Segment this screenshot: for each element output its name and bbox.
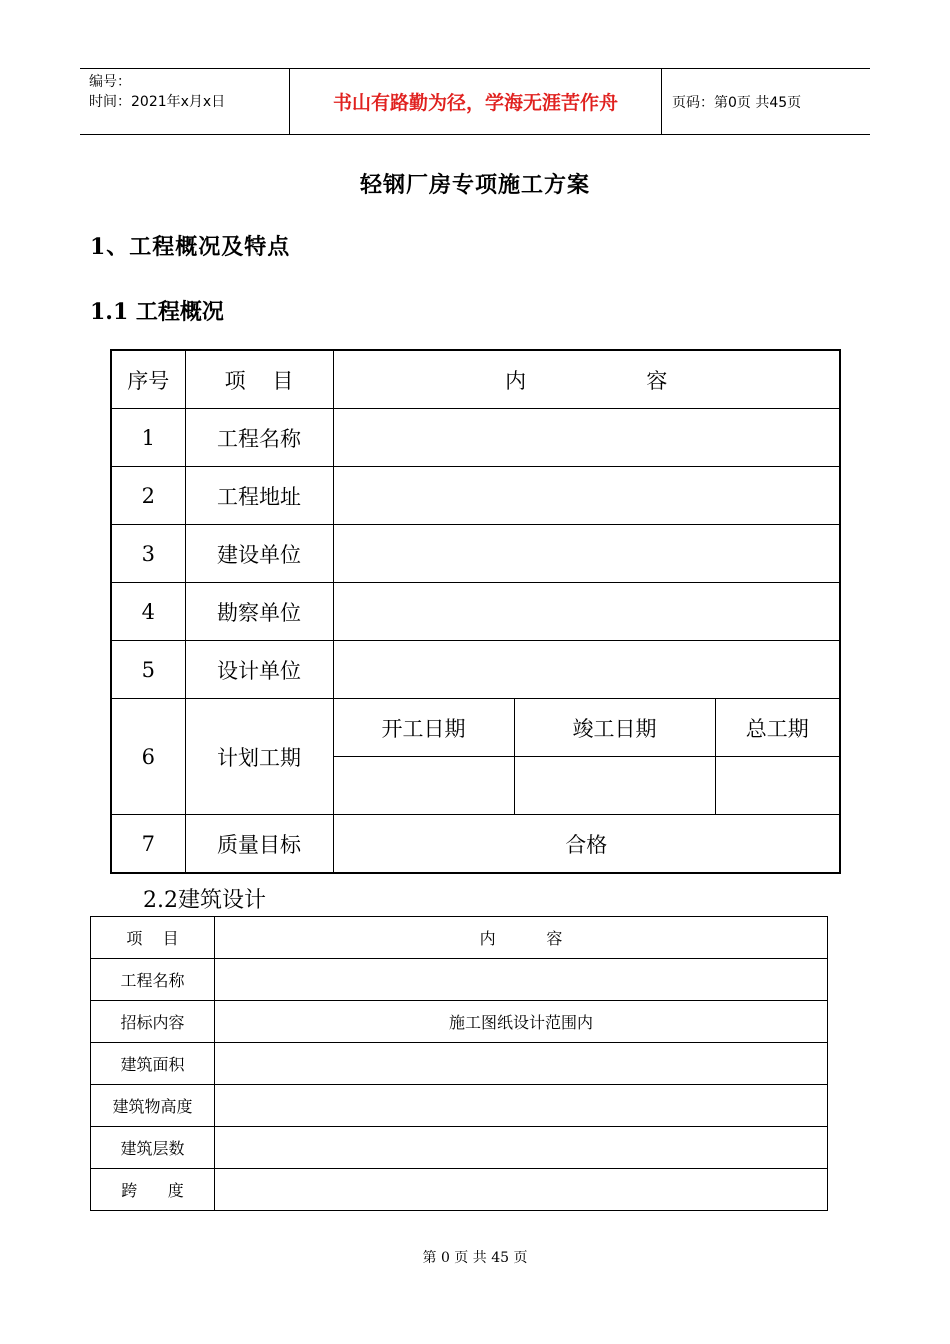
row-item: 建筑物高度 — [91, 1085, 215, 1127]
header-motto: 书山有路勤为径，学海无涯苦作舟 — [290, 69, 662, 135]
row-item: 跨 度 — [91, 1169, 215, 1211]
row-item: 计划工期 — [185, 699, 333, 815]
table-row — [111, 409, 840, 467]
row-content — [215, 1043, 828, 1085]
row-item: 质量目标 — [185, 815, 333, 874]
row-number: 4 — [111, 583, 185, 641]
row-content: 施工图纸设计范围内 — [215, 1001, 828, 1043]
project-overview-table — [110, 349, 841, 874]
row-item: 工程地址 — [185, 467, 333, 525]
row-content — [215, 959, 828, 1001]
table-row — [91, 1127, 828, 1169]
row-content — [215, 1127, 828, 1169]
document-number-label: 编号： — [89, 74, 131, 90]
row-content — [333, 409, 840, 467]
header-meta — [80, 69, 290, 135]
row-item: 勘察单位 — [185, 583, 333, 641]
table-row-schedule — [111, 699, 840, 757]
row-number: 7 — [111, 815, 185, 874]
row-content — [215, 1085, 828, 1127]
schedule-total-label: 总工期 — [715, 699, 840, 757]
page-header — [80, 68, 870, 135]
row-number: 1 — [111, 409, 185, 467]
table-row — [91, 959, 828, 1001]
header-page-info: 页码：第0页 共45页 — [662, 69, 871, 135]
table-row — [111, 815, 840, 874]
table-header-cell: 项 目 — [91, 917, 215, 959]
table-header-row — [111, 350, 840, 409]
row-item: 建筑层数 — [91, 1127, 215, 1169]
row-number: 5 — [111, 641, 185, 699]
document-title: 轻钢厂房专项施工方案 — [359, 172, 590, 198]
table-row — [111, 641, 840, 699]
row-item: 工程名称 — [185, 409, 333, 467]
page-footer: 第 0 页 共 45 页 — [422, 1250, 528, 1266]
table-header-cell: 内 容 — [215, 917, 828, 959]
row-content — [215, 1169, 828, 1211]
row-content — [333, 467, 840, 525]
document-date: 时间：2021年x月x日 — [89, 94, 226, 110]
table-row — [111, 525, 840, 583]
table-header-cell: 内 容 — [333, 350, 840, 409]
schedule-start-label: 开工日期 — [333, 699, 514, 757]
section-heading-2-2: 2.2建筑设计 — [143, 888, 266, 913]
table-row — [91, 1169, 828, 1211]
section-heading-1: 1、工程概况及特点 — [90, 234, 291, 260]
schedule-total-value — [715, 757, 840, 815]
row-item: 建筑面积 — [91, 1043, 215, 1085]
table-row — [111, 467, 840, 525]
table-header-cell: 序号 — [111, 350, 185, 409]
table-row — [91, 1001, 828, 1043]
row-number: 3 — [111, 525, 185, 583]
row-item: 招标内容 — [91, 1001, 215, 1043]
row-content — [333, 641, 840, 699]
row-item: 建设单位 — [185, 525, 333, 583]
row-item: 设计单位 — [185, 641, 333, 699]
section-heading-1-1: 1.1 工程概况 — [90, 299, 224, 325]
row-item: 工程名称 — [91, 959, 215, 1001]
quality-target-value: 合格 — [333, 815, 840, 874]
architecture-design-table — [90, 916, 828, 1211]
row-number: 2 — [111, 467, 185, 525]
schedule-start-value — [333, 757, 514, 815]
table-row — [91, 1043, 828, 1085]
row-content — [333, 583, 840, 641]
row-number: 6 — [111, 699, 185, 815]
schedule-finish-value — [514, 757, 715, 815]
table-row — [91, 1085, 828, 1127]
row-content — [333, 525, 840, 583]
table-header-row — [91, 917, 828, 959]
table-header-cell: 项 目 — [185, 350, 333, 409]
table-row — [111, 583, 840, 641]
schedule-finish-label: 竣工日期 — [514, 699, 715, 757]
